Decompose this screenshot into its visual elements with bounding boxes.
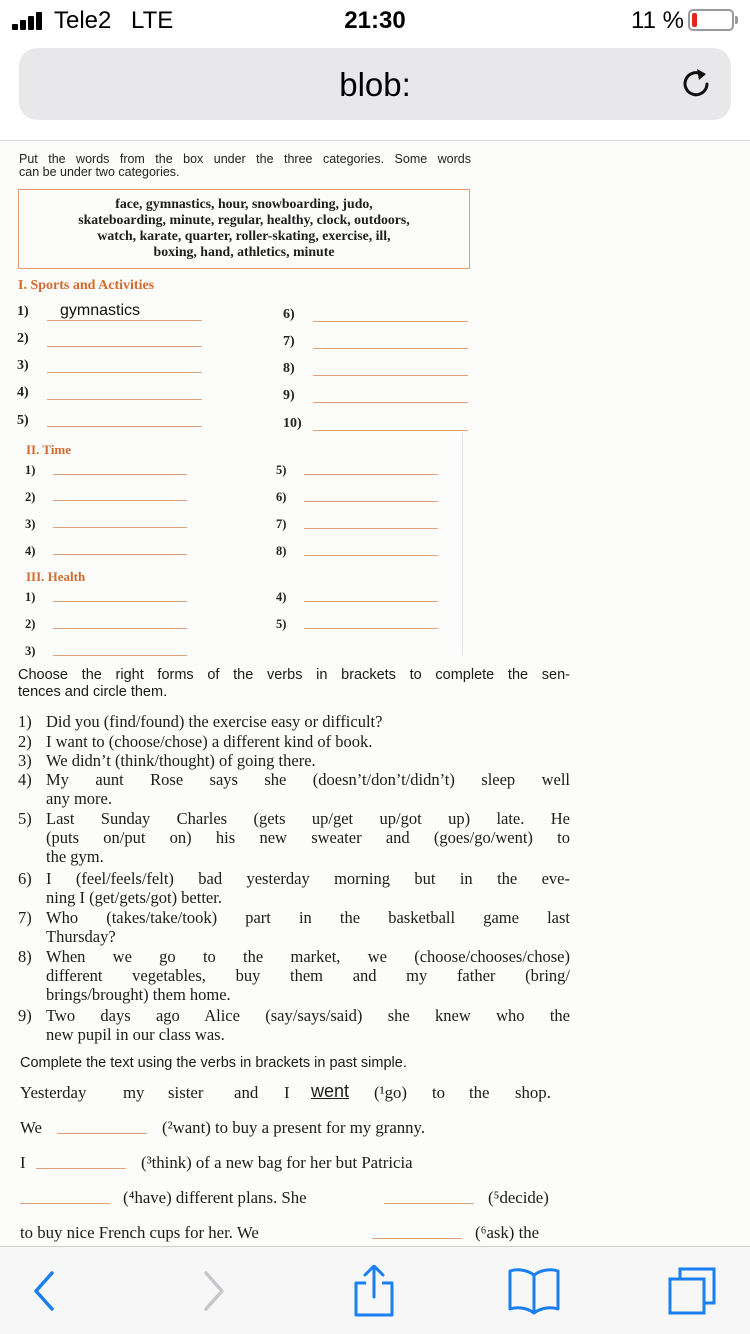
answer-line[interactable]: [313, 402, 468, 403]
answer-blank[interactable]: [384, 1203, 474, 1204]
list-number: 9): [283, 388, 295, 403]
reload-icon[interactable]: [680, 67, 714, 101]
answer-line[interactable]: [313, 321, 468, 322]
list-number: 3): [17, 358, 29, 373]
word-box: face, gymnastics, hour, snowboarding, judo, skateboarding, minute, regular, healthy, clock, outdoors, watch, karate, quarter, roller-skating, exercise, ill, boxing, hand, athletics, minute: [18, 189, 470, 269]
sentence-item: 1) Did you (find/found) the exercise easy or difficult?: [18, 712, 383, 731]
list-number: 6): [283, 307, 295, 322]
bookmarks-icon[interactable]: [506, 1265, 562, 1317]
browser-toolbar: [0, 1246, 750, 1334]
share-icon[interactable]: [346, 1265, 402, 1317]
answer-line[interactable]: [53, 500, 187, 501]
sentence-item: 8) When we go to the market, we (choose/chooses/chose) different vegetables, buy them and my father (bring/ brings/brought) them home.: [18, 947, 570, 1005]
answer-line[interactable]: [313, 348, 468, 349]
answer-line[interactable]: [53, 628, 187, 629]
back-icon[interactable]: [28, 1265, 84, 1317]
answer-line[interactable]: [53, 601, 187, 602]
answer-line[interactable]: [53, 527, 187, 528]
text-line: to buy nice French cups for her. We (⁶ask) the: [20, 1223, 540, 1242]
list-number: 6): [276, 490, 287, 504]
answer-line[interactable]: [53, 474, 187, 475]
exercise2-instruction: Choose the right forms of the verbs in brackets to complete the sen- tences and circle them.: [18, 667, 570, 700]
list-number: 10): [283, 416, 302, 431]
answer-line[interactable]: [313, 430, 468, 431]
list-number: 2): [17, 331, 29, 346]
answer-blank[interactable]: [372, 1238, 462, 1239]
column-divider: [462, 433, 463, 655]
list-number: 7): [276, 517, 287, 531]
answer-blank[interactable]: [20, 1203, 110, 1204]
handwritten-answer: gymnastics: [60, 302, 141, 319]
sentence-item: 5) Last Sunday Charles (gets up/get up/got up) late. He (puts on/put on) his new sweater and (goes/go/went) to the gym.: [18, 809, 570, 867]
answer-line[interactable]: [47, 320, 202, 321]
network-type: LTE: [131, 7, 174, 34]
sentence-item: 9) Two days ago Alice (say/says/said) she knew who the new pupil in our class was.: [18, 1006, 570, 1045]
answer-blank[interactable]: [57, 1133, 147, 1134]
list-number: 8): [283, 361, 295, 376]
list-number: 4): [276, 590, 287, 604]
battery-percent: 11 %: [631, 7, 684, 34]
answer-line[interactable]: [47, 399, 202, 400]
handwritten-answer: went: [311, 1081, 350, 1101]
section-health-heading: III. Health: [26, 569, 86, 584]
answer-line[interactable]: [53, 655, 187, 656]
list-number: 4): [17, 385, 29, 400]
sentence-item: 2) I want to (choose/chose) a different kind of book.: [18, 732, 373, 751]
sentence-item: 4) My aunt Rose says she (doesn’t/don’t/didn’t) sleep well any more.: [18, 770, 570, 809]
address-bar[interactable]: [19, 48, 731, 120]
list-number: 4): [25, 544, 36, 558]
list-number: 7): [283, 334, 295, 349]
url-text[interactable]: blob:: [339, 66, 411, 103]
sentence-item: 7) Who (takes/take/took) part in the basketball game last Thursday?: [18, 908, 570, 947]
status-bar: [0, 0, 750, 40]
answer-line[interactable]: [304, 601, 438, 602]
list-number: 3): [25, 517, 36, 531]
sentence-item: 6) I (feel/feels/felt) bad yesterday morning but in the eve- ning I (get/gets/got) better.: [18, 869, 570, 908]
section-sports-heading: I. Sports and Activities: [18, 278, 155, 293]
text-line: I (³think) of a new bag for her but Patricia: [20, 1153, 413, 1172]
list-number: 2): [25, 617, 36, 631]
answer-line[interactable]: [47, 426, 202, 427]
list-number: 1): [17, 304, 29, 319]
list-number: 1): [25, 590, 36, 604]
list-number: 5): [276, 617, 287, 631]
battery-icon: [688, 9, 734, 31]
answer-line[interactable]: [304, 474, 438, 475]
document-page: [0, 140, 750, 1246]
status-time: 21:30: [344, 7, 406, 34]
answer-line[interactable]: [53, 554, 187, 555]
carrier-name: Tele2: [54, 7, 112, 34]
answer-line[interactable]: [304, 528, 438, 529]
list-number: 8): [276, 544, 287, 558]
forward-icon[interactable]: [190, 1265, 246, 1317]
answer-line[interactable]: [304, 501, 438, 502]
list-number: 5): [276, 463, 287, 477]
answer-blank[interactable]: [36, 1168, 126, 1169]
answer-line[interactable]: [47, 372, 202, 373]
list-number: 3): [25, 644, 36, 658]
answer-line[interactable]: [47, 346, 202, 347]
answer-line[interactable]: [304, 628, 438, 629]
text-line: (⁴have) different plans. She (⁵decide): [20, 1188, 560, 1212]
list-number: 5): [17, 413, 29, 428]
tabs-icon[interactable]: [664, 1265, 720, 1317]
answer-line[interactable]: [304, 555, 438, 556]
sentence-item: 3) We didn’t (think/thought) of going there.: [18, 751, 316, 770]
exercise3-instruction: Complete the text using the verbs in brackets in past simple.: [20, 1055, 407, 1071]
list-number: 1): [25, 463, 36, 477]
section-time-heading: II. Time: [26, 442, 72, 457]
answer-line[interactable]: [313, 375, 468, 376]
text-line: We (²want) to buy a present for my granny.: [20, 1118, 426, 1137]
list-number: 2): [25, 490, 36, 504]
exercise1-instruction: Put the words from the box under the three categories. Some words can be under two categories.: [19, 152, 471, 179]
text-line: Yesterday my sister and I went (¹go) to the shop.: [20, 1081, 551, 1102]
